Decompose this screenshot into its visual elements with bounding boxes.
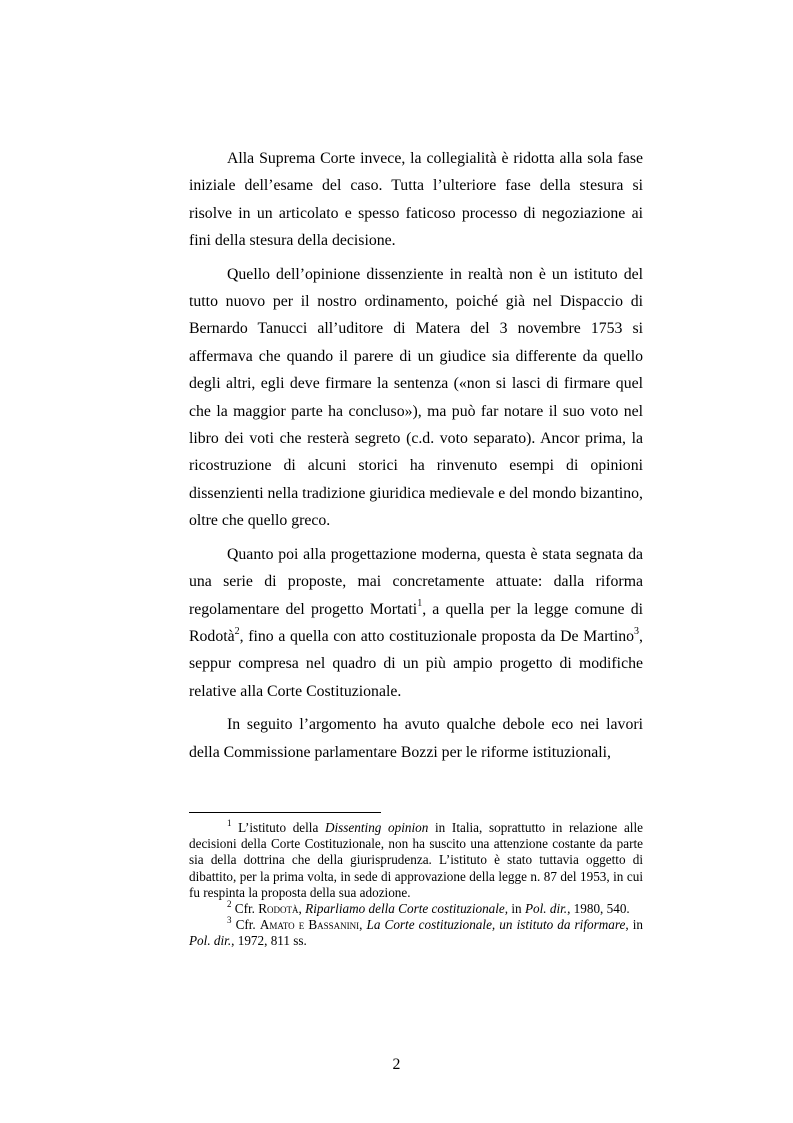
text-run: , — [359, 917, 367, 933]
text-run: Quello dell’opinione dissenziente in realtà non è un istituto del tutto nuovo per il nostro ordinamento, poiché già nel Dispaccio di Bernardo Tanucci all’uditore di Matera del 3 novembre 1753 si affermava che quando il parere di un giudice sia differente da quello degli altri, egli deve firmare la sentenza («non si lasci di firmare quel che la maggior parte ha concluso»), ma può far notare il suo voto nel libro dei voti che resterà segreto (c.d. voto separato). Ancor prima, la ricostruzione di alcuni storici ha rinvenuto esempi di opinioni dissenzienti nella tradizione giuridica medievale e del mondo bizantino, oltre che quello greco. — [189, 265, 644, 530]
footnote-ref: 1 — [227, 817, 232, 828]
text-run: in Italia, soprattutto in relazione alle decisioni della Corte Costituzionale, non ha suscito una attenzione costante da parte sia della dottrina che della giurisprudenza. L’istituto è stato tuttavia oggetto di dibattito, per la prima volta, in sede di approvazione della legge n. 87 del 1953, in cui fu respinta la proposta della sua adozione. — [189, 820, 643, 900]
footnote-ref: 3 — [634, 625, 640, 637]
text-run: Cfr. — [231, 901, 259, 917]
text-run: , a quella per la legge comune di Rodotà — [189, 600, 644, 645]
paragraph — [189, 711, 643, 766]
text-run: , 1972, 811 ss. — [231, 933, 307, 949]
text-run: L’istituto della — [231, 820, 325, 835]
footnotes — [189, 817, 643, 950]
text-run: in — [508, 901, 525, 917]
italic-text: Riparliamo della Corte costituzionale, — [305, 901, 509, 917]
italic-text: Pol. dir. — [189, 933, 232, 949]
paragraph — [189, 145, 643, 255]
footnote-2 — [189, 898, 643, 917]
footnote-ref: 2 — [234, 625, 240, 637]
footnote-separator — [189, 812, 381, 813]
text-run: , 1980, 540. — [567, 901, 630, 917]
author-name: Amato e Bassanini — [259, 917, 360, 933]
footnote-ref: 3 — [227, 914, 232, 925]
footnote-1 — [189, 817, 643, 901]
author-name: Rodotà — [258, 901, 299, 917]
text-run: , — [298, 901, 306, 917]
text-run: , seppur compresa nel quadro di un più ampio progetto di modifiche relative alla Corte Costituzionale. — [189, 627, 643, 700]
text-run: Cfr. — [231, 917, 260, 933]
text-run: Quanto poi alla progettazione moderna, questa è stata segnata da una serie di proposte, mai concretamente attuate: dalla riforma regolamentare del progetto Mortati — [189, 545, 643, 618]
footnote-ref: 1 — [417, 598, 423, 610]
italic-text: Dissenting opinion — [324, 820, 429, 835]
italic-text: Pol. dir. — [524, 901, 568, 917]
footnote-3 — [189, 914, 643, 949]
page-number: 2 — [392, 1056, 401, 1073]
text-run: In seguito l’argomento ha avuto qualche debole eco nei lavori della Commissione parlamentare Bozzi per le riforme istituzionali, — [189, 716, 643, 761]
text-run: , fino a quella con atto costituzionale proposta da De Martino — [239, 627, 635, 645]
italic-text: La Corte costituzionale, un istituto da riformare — [366, 917, 626, 933]
footnote-ref: 2 — [227, 898, 232, 909]
text-run: , in — [625, 917, 643, 933]
main-text — [189, 145, 643, 766]
paragraph — [189, 541, 643, 705]
text-run: Alla Suprema Corte invece, la collegialità è ridotta alla sola fase iniziale dell’esame del caso. Tutta l’ulteriore fase della stesura si risolve in un articolato e spesso faticoso processo di negoziazione ai fini della stesura della decisione. — [189, 150, 643, 250]
paragraph — [189, 261, 643, 535]
